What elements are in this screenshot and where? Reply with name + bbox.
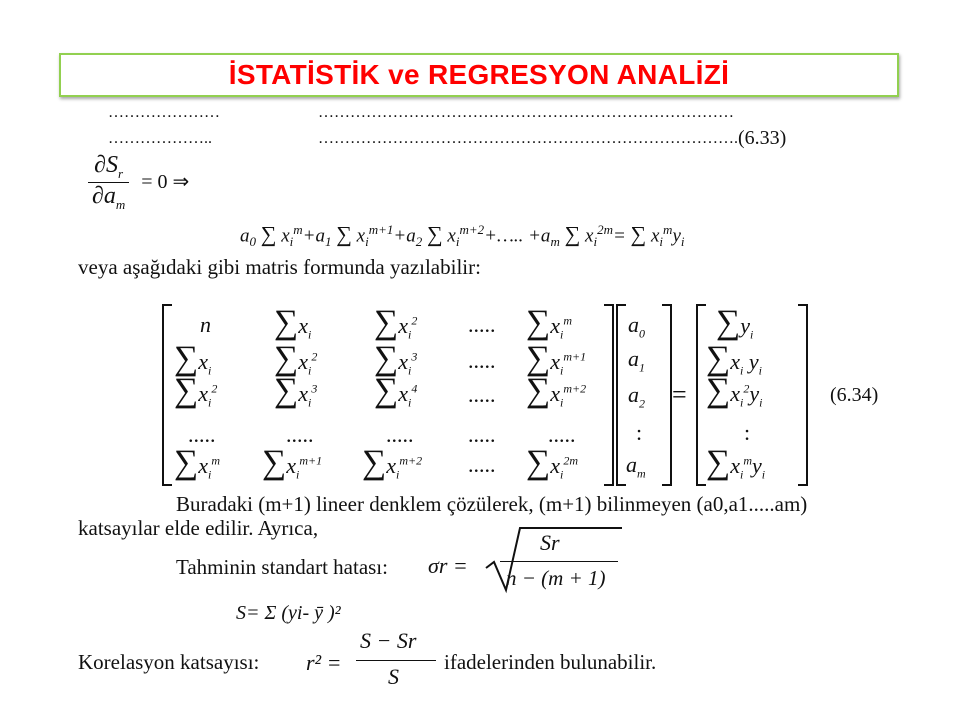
correlation-label: Korelasyon katsayısı: xyxy=(78,650,260,674)
matrix-cell: $\sum x_i^{m+1}$ xyxy=(526,340,587,378)
matrix-cell: $\sum x_i^4$ xyxy=(374,372,418,410)
matrix-cell: $\sum x_i^3$ xyxy=(374,340,418,378)
matrix-cell: $\sum x_i$ xyxy=(174,340,212,378)
paragraph-line-1: Buradaki (m+1) lineer denklem çözülerek, (m+1) bilinmeyen (a0,a1.....am) xyxy=(176,492,808,516)
vector-a-left-bracket xyxy=(616,304,626,486)
vector-cell: $\sum x_i^2y_i$ xyxy=(706,372,763,410)
equation-number-6-33: (6.33) xyxy=(738,127,787,149)
matrix-cell: ..... xyxy=(468,348,496,373)
dots-line-2b: ……………………………………………………………………. xyxy=(318,130,738,147)
vector-rhs-left-bracket xyxy=(696,304,706,486)
vector-rhs-right-bracket xyxy=(798,304,808,486)
partial-numerator: ∂S xyxy=(94,152,119,178)
vector-cell: $a_2$ xyxy=(628,382,645,411)
correlation-lhs: r² = xyxy=(306,650,342,675)
dots-line-1a: ………………… xyxy=(108,104,220,121)
slide-title: İSTATİSTİK ve REGRESYON ANALİZİ xyxy=(228,59,730,90)
matrix-cell: ..... xyxy=(468,422,496,447)
partial-denominator: ∂a xyxy=(92,182,116,209)
matrix-cell: n xyxy=(200,312,211,337)
s-formula: S= Σ (yi- ȳ )² xyxy=(236,602,341,624)
equation-number-6-34: (6.34) xyxy=(830,384,879,406)
matrix-cell: $\sum x_i^2$ xyxy=(174,372,218,410)
std-error-fraction-bar xyxy=(500,561,618,562)
matrix-cell: ..... xyxy=(468,382,496,407)
matrix-cell: $\sum x_i^{m+2}$ xyxy=(526,372,587,410)
vector-a-right-bracket xyxy=(662,304,672,486)
vector-cell: $\sum x_i^my_i$ xyxy=(706,444,766,482)
paragraph-line-2: katsayılar elde edilir. Ayrıca, xyxy=(78,516,319,540)
matrix-cell: $\sum x_i^m$ xyxy=(174,444,221,482)
correlation-tail: ifadelerinden bulunabilir. xyxy=(444,650,657,674)
normal-equation: $a_0$ ∑ $x_i^m+a_1$ ∑ $x_i^{m+1}+a_2$ ∑ $x_i^{m+2}+\dots$.. $+a_m$ ∑ $x_i^{2m}=$ ∑ $x_i^my_i$ xyxy=(240,221,685,250)
partial-derivative xyxy=(88,152,189,213)
dots-line-1b: …………………………………………………………………… xyxy=(318,104,734,121)
std-error-numerator: Sr xyxy=(540,530,560,555)
vector-cell: : xyxy=(636,420,643,445)
matrix-cell: $\sum x_i^{m+2}$ xyxy=(362,444,423,482)
partial-denominator-sub: m xyxy=(115,196,126,212)
matrix-cell: ..... xyxy=(468,312,496,337)
vector-cell: $a_m$ xyxy=(626,452,646,481)
vector-cell: $a_1$ xyxy=(628,346,645,375)
correlation-numerator: S − Sr xyxy=(360,628,417,653)
vector-cell: : xyxy=(744,420,751,445)
correlation-fraction-bar xyxy=(356,660,436,661)
correlation-denominator: S xyxy=(388,664,399,689)
matrix-cell: $\sum x_i^3$ xyxy=(274,372,318,410)
matrix-cell: $\sum x_i$ xyxy=(274,304,312,342)
matrix-left-bracket xyxy=(162,304,172,486)
vector-cell: $\sum x_i$ $y_i$ xyxy=(706,340,762,378)
std-error-lhs: σr = xyxy=(428,553,468,578)
dots-line-2a: ……………….. xyxy=(108,130,212,147)
matrix-cell: ..... xyxy=(286,422,314,447)
matrix-cell: ..... xyxy=(548,422,576,447)
vector-cell: $a_0$ xyxy=(628,312,645,341)
std-error-denominator: n − (m + 1) xyxy=(506,566,606,590)
matrix-cell: $\sum x_i^m$ xyxy=(526,304,573,342)
matrix-intro: veya aşağıdaki gibi matris formunda yazılabilir: xyxy=(78,255,481,279)
matrix-cell: $\sum x_i^{m+1}$ xyxy=(262,444,323,482)
partial-rhs: = 0 ⇒ xyxy=(141,170,190,193)
matrix-cell: ..... xyxy=(468,452,496,477)
title-box xyxy=(59,53,899,97)
matrix-cell: $\sum x_i^{2m}$ xyxy=(526,444,579,482)
std-error-label: Tahminin standart hatası: xyxy=(176,555,388,579)
matrix-cell: $\sum x_i^2$ xyxy=(274,340,318,378)
matrix-cell: $\sum x_i^2$ xyxy=(374,304,418,342)
partial-numerator-sub: r xyxy=(118,165,124,181)
vector-cell: $\sum y_i$ xyxy=(716,304,754,342)
equals-sign: = xyxy=(672,380,687,409)
matrix-cell: ..... xyxy=(188,422,216,447)
matrix-cell: ..... xyxy=(386,422,414,447)
matrix-right-bracket xyxy=(604,304,614,486)
